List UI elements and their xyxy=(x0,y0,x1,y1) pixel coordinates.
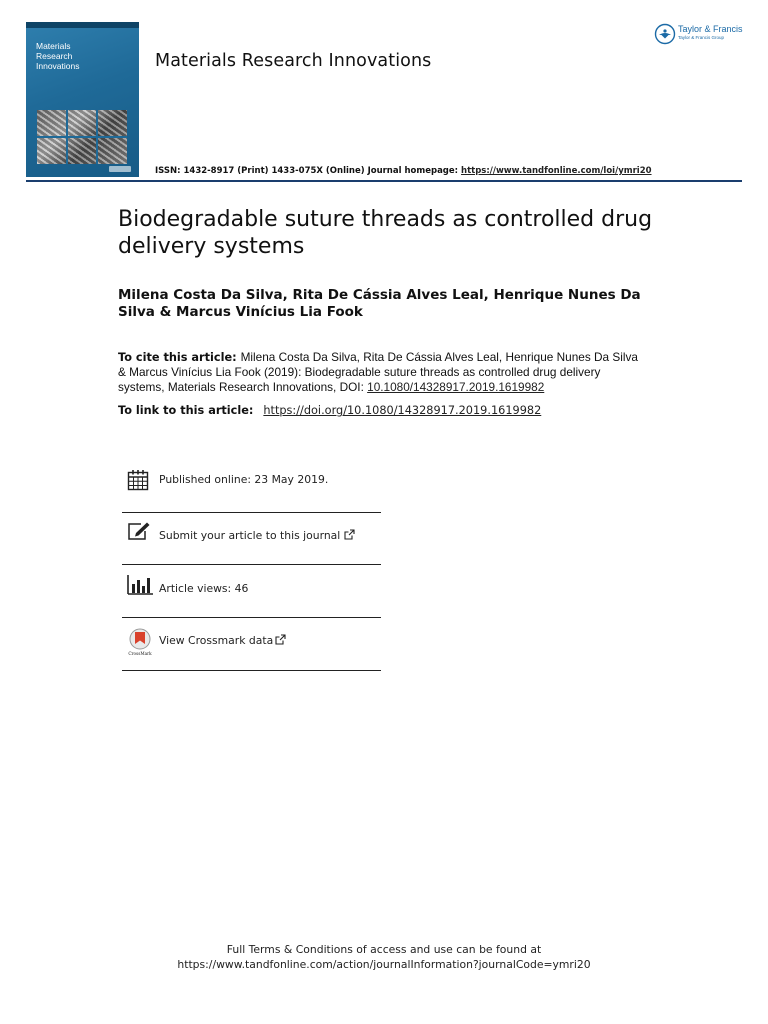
citation-label: To cite this article: xyxy=(118,351,241,364)
footer-terms-link[interactable]: https://www.tandfonline.com/action/journalInformation?journalCode=ymri20 xyxy=(177,958,591,971)
article-link-label: To link to this article: xyxy=(118,404,258,417)
published-online-row xyxy=(122,460,381,513)
calendar-icon xyxy=(127,469,149,491)
external-link-icon xyxy=(275,634,286,645)
publisher-logo[interactable] xyxy=(654,22,754,48)
external-link-icon xyxy=(344,529,355,540)
article-link-block xyxy=(118,404,678,417)
cover-title-line-2: Research xyxy=(36,51,73,61)
cover-publisher-logo xyxy=(109,166,131,172)
submit-article-row[interactable] xyxy=(122,513,381,565)
publisher-name: Taylor & Francis xyxy=(678,24,743,34)
cover-title xyxy=(36,41,126,71)
article-doi-link[interactable]: https://doi.org/10.1080/14328917.2019.1619982 xyxy=(263,404,542,417)
article-title: Biodegradable suture threads as controlled drug delivery systems xyxy=(118,207,653,259)
crossmark-label: View Crossmark data xyxy=(159,634,274,647)
crossmark-badge-label: CrossMark xyxy=(128,651,152,656)
article-info-list xyxy=(122,460,381,671)
cover-title-line-3: Innovations xyxy=(36,61,80,71)
article-views-text: Article views: 46 xyxy=(159,582,249,595)
article-views-row xyxy=(122,565,381,618)
journal-title[interactable]: Materials Research Innovations xyxy=(155,51,432,71)
cover-title-line-1: Materials xyxy=(36,41,71,51)
publisher-group: Taylor & Francis Group xyxy=(678,35,725,40)
citation-text: Milena Costa Da Silva, Rita De Cássia Alves Leal, Henrique Nunes Da Silva & Marcus Vinícius Lia Fook (2019): Biodegradable suture threads as controlled drug delivery systems, Materials Research Innovations, DOI: xyxy=(118,350,638,394)
cover-top-bar xyxy=(26,22,139,28)
crossmark-text xyxy=(159,634,286,647)
submit-article-label: Submit your article to this journal xyxy=(159,529,341,542)
citation-block xyxy=(118,350,648,395)
crossmark-row[interactable] xyxy=(122,618,381,671)
article-authors: Milena Costa Da Silva, Rita De Cássia Alves Leal, Henrique Nunes Da Silva & Marcus Vinícius Lia Fook xyxy=(118,287,641,320)
citation-doi-link[interactable]: 10.1080/14328917.2019.1619982 xyxy=(367,380,545,394)
taylor-francis-logo-icon xyxy=(654,23,676,45)
issn-line xyxy=(155,166,652,176)
bar-chart-icon xyxy=(127,575,153,595)
cover-photo-grid xyxy=(37,110,127,164)
footer-terms xyxy=(0,942,768,972)
crossmark-icon xyxy=(127,628,153,656)
footer-line-1: Full Terms & Conditions of access and use can be found at xyxy=(226,943,542,956)
published-online-text: Published online: 23 May 2019. xyxy=(159,473,329,486)
journal-homepage-link[interactable]: https://www.tandfonline.com/loi/ymri20 xyxy=(461,166,652,176)
edit-icon xyxy=(127,521,151,541)
header-divider xyxy=(26,180,742,182)
journal-cover[interactable] xyxy=(26,22,139,177)
issn-text: ISSN: 1432-8917 (Print) 1433-075X (Online) Journal homepage: xyxy=(155,166,462,176)
submit-article-text xyxy=(159,529,355,542)
